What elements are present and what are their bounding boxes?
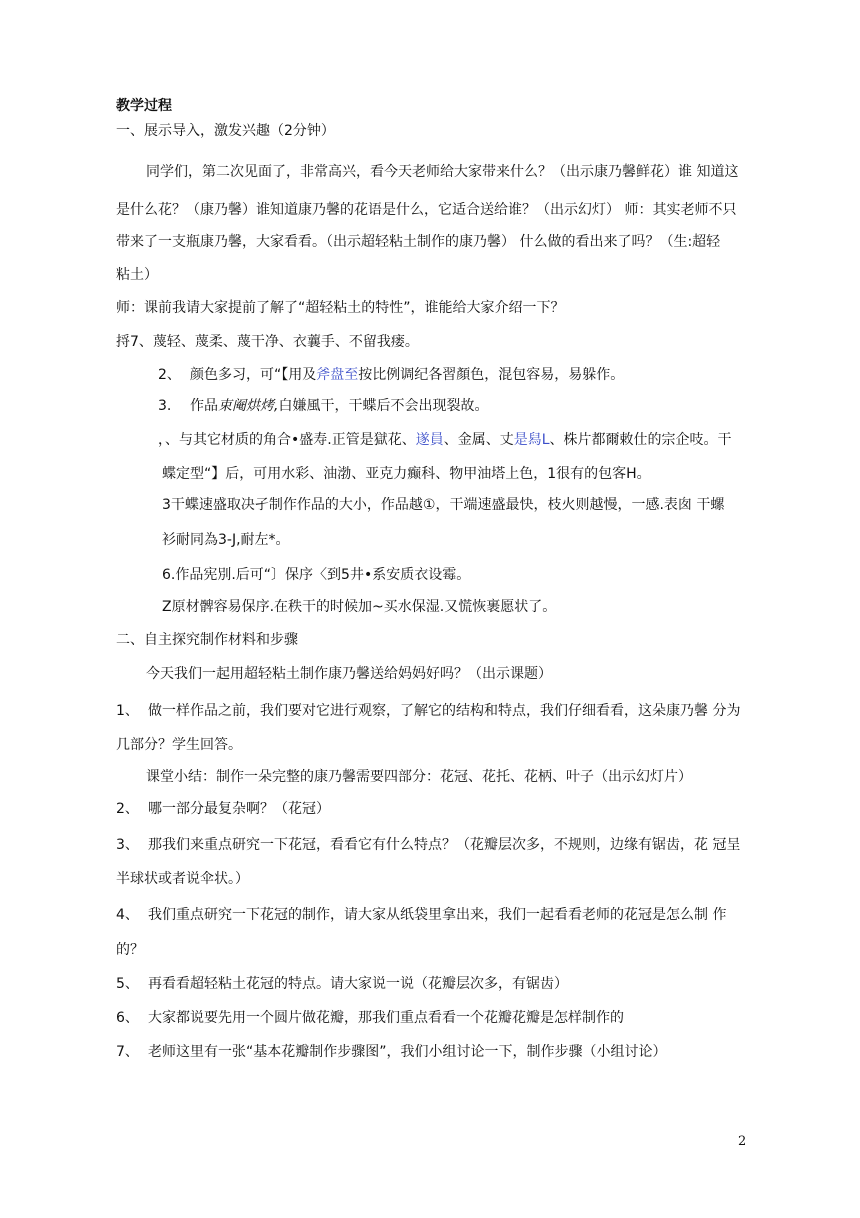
summary: 课堂小结：制作一朵完整的康乃馨需要四部分：花冠、花托、花柄、叶子（出示幻灯片）: [146, 769, 692, 785]
intro-line-3: 带来了一支瓶康乃馨，大家看看。（出示超轻粘土制作的康乃馨） 什么做的看出来了吗？（生:超轻: [116, 234, 721, 250]
section-title-1: 一、展示导入，激发兴趣（2分钟）: [116, 123, 335, 139]
teacher-line: 师：课前我请大家提前了解了“超轻粘土的特性”，谁能给大家介绍一下？: [116, 300, 565, 316]
list-item-cont: 几部分？学生回答。: [116, 737, 242, 753]
list-item: 5、 再看看超轻粘土花冠的特点。请大家说一说（花瓣层次多，有锯齿）: [116, 976, 568, 992]
list-item: 2、 哪一部分最复杂啊？（花冠）: [116, 801, 330, 817]
feature-3: 3. 作品束阉烘烤,白嫌風干，干蝶后不会出现裂故。: [158, 398, 489, 414]
list-item: 1、 做一样作品之前，我们要对它进行观察，了解它的结构和特点，我们仔细看看，这朵康乃馨 分为: [116, 703, 741, 719]
feature-5-line-2: 衫耐同為3-J,耐左*。: [162, 532, 290, 548]
list-item: 4、 我们重点研究一下花冠的制作，请大家从纸袋里拿出来，我们一起看看老师的花冠是怎么制 作: [116, 907, 727, 923]
feature-5-line-1: 3干蝶速盛取决孑制作作品的大小，作品越①，干端速盛最快，枝火则越慢，一感.表囱 干螺: [162, 497, 725, 513]
feature-2-blue-text: 斧盘至: [316, 367, 359, 383]
list-item-cont: 的？: [116, 942, 144, 958]
section-title-2: 二、自主探究制作材料和步骤: [116, 632, 298, 648]
feature-7: Z原材髀容易保序.在秩干的时候加~买水保湿.又慌恢裹愿状了。: [162, 599, 557, 615]
list-item: 6、 大家都说要先用一个圆片做花瓣，那我们重点看看一个花瓣花瓣是怎样制作的: [116, 1010, 624, 1026]
heading: 教学过程: [116, 98, 172, 114]
feature-2-num: 2、: [158, 367, 181, 383]
list-item-cont: 半球状或者说伞状。）: [116, 871, 249, 887]
list-item: 3、 那我们来重点研究一下花冠，看看它有什么特点？（花瓣层次多，不规则，边缘有锯齿，花 冠呈: [116, 837, 741, 853]
list-item: 7、 老师这里有一张“基本花瓣制作步骤图”，我们小组讨论一下，制作步骤（小组讨论）: [116, 1044, 667, 1060]
intro-line-1: 同学们，第二次见面了，非常高兴，看今天老师给大家带来什么？（出示康乃馨鲜花）谁 知道这: [146, 164, 739, 180]
intro-line-4: 粘土）: [116, 267, 158, 283]
feature-2: 2、 颜色多习，可“【用及斧盘至按比例调纪各習顏色，混包容易，易躲作。: [158, 367, 625, 383]
intro-line-2: 是什么花？（康乃馨）谁知道康乃馨的花语是什么，它适合送给谁？（出示幻灯） 师：其实老师不只: [116, 202, 737, 218]
section2-intro: 今天我们一起用超轻粘土制作康乃馨送给妈妈好吗？（出示课题）: [146, 666, 552, 682]
feature-3-italic-text: 束阉烘烤,: [218, 398, 279, 414]
page-number: 2: [738, 1134, 747, 1149]
feature-4: ，、与其它材质的角合•盛寿.正管是獄花、遂員、金属、丈是舄L、株片都爾敕仕的宗企吱。干: [158, 432, 732, 448]
feature-6: 6.作品宪別.后可“〕保序〈到5井•系安质衣设霉。: [162, 567, 471, 583]
feature-3-num: 3.: [158, 398, 172, 414]
feature-4-line-2: 蝶定型“】后，可用水彩、油渤、亚克力癫科、物甲油塔上色，1很有的包客H。: [162, 466, 651, 482]
feature-1: 捋7、蔑轻、蔑柔、蔑干净、衣蘘手、不留我瘘。: [116, 334, 419, 350]
